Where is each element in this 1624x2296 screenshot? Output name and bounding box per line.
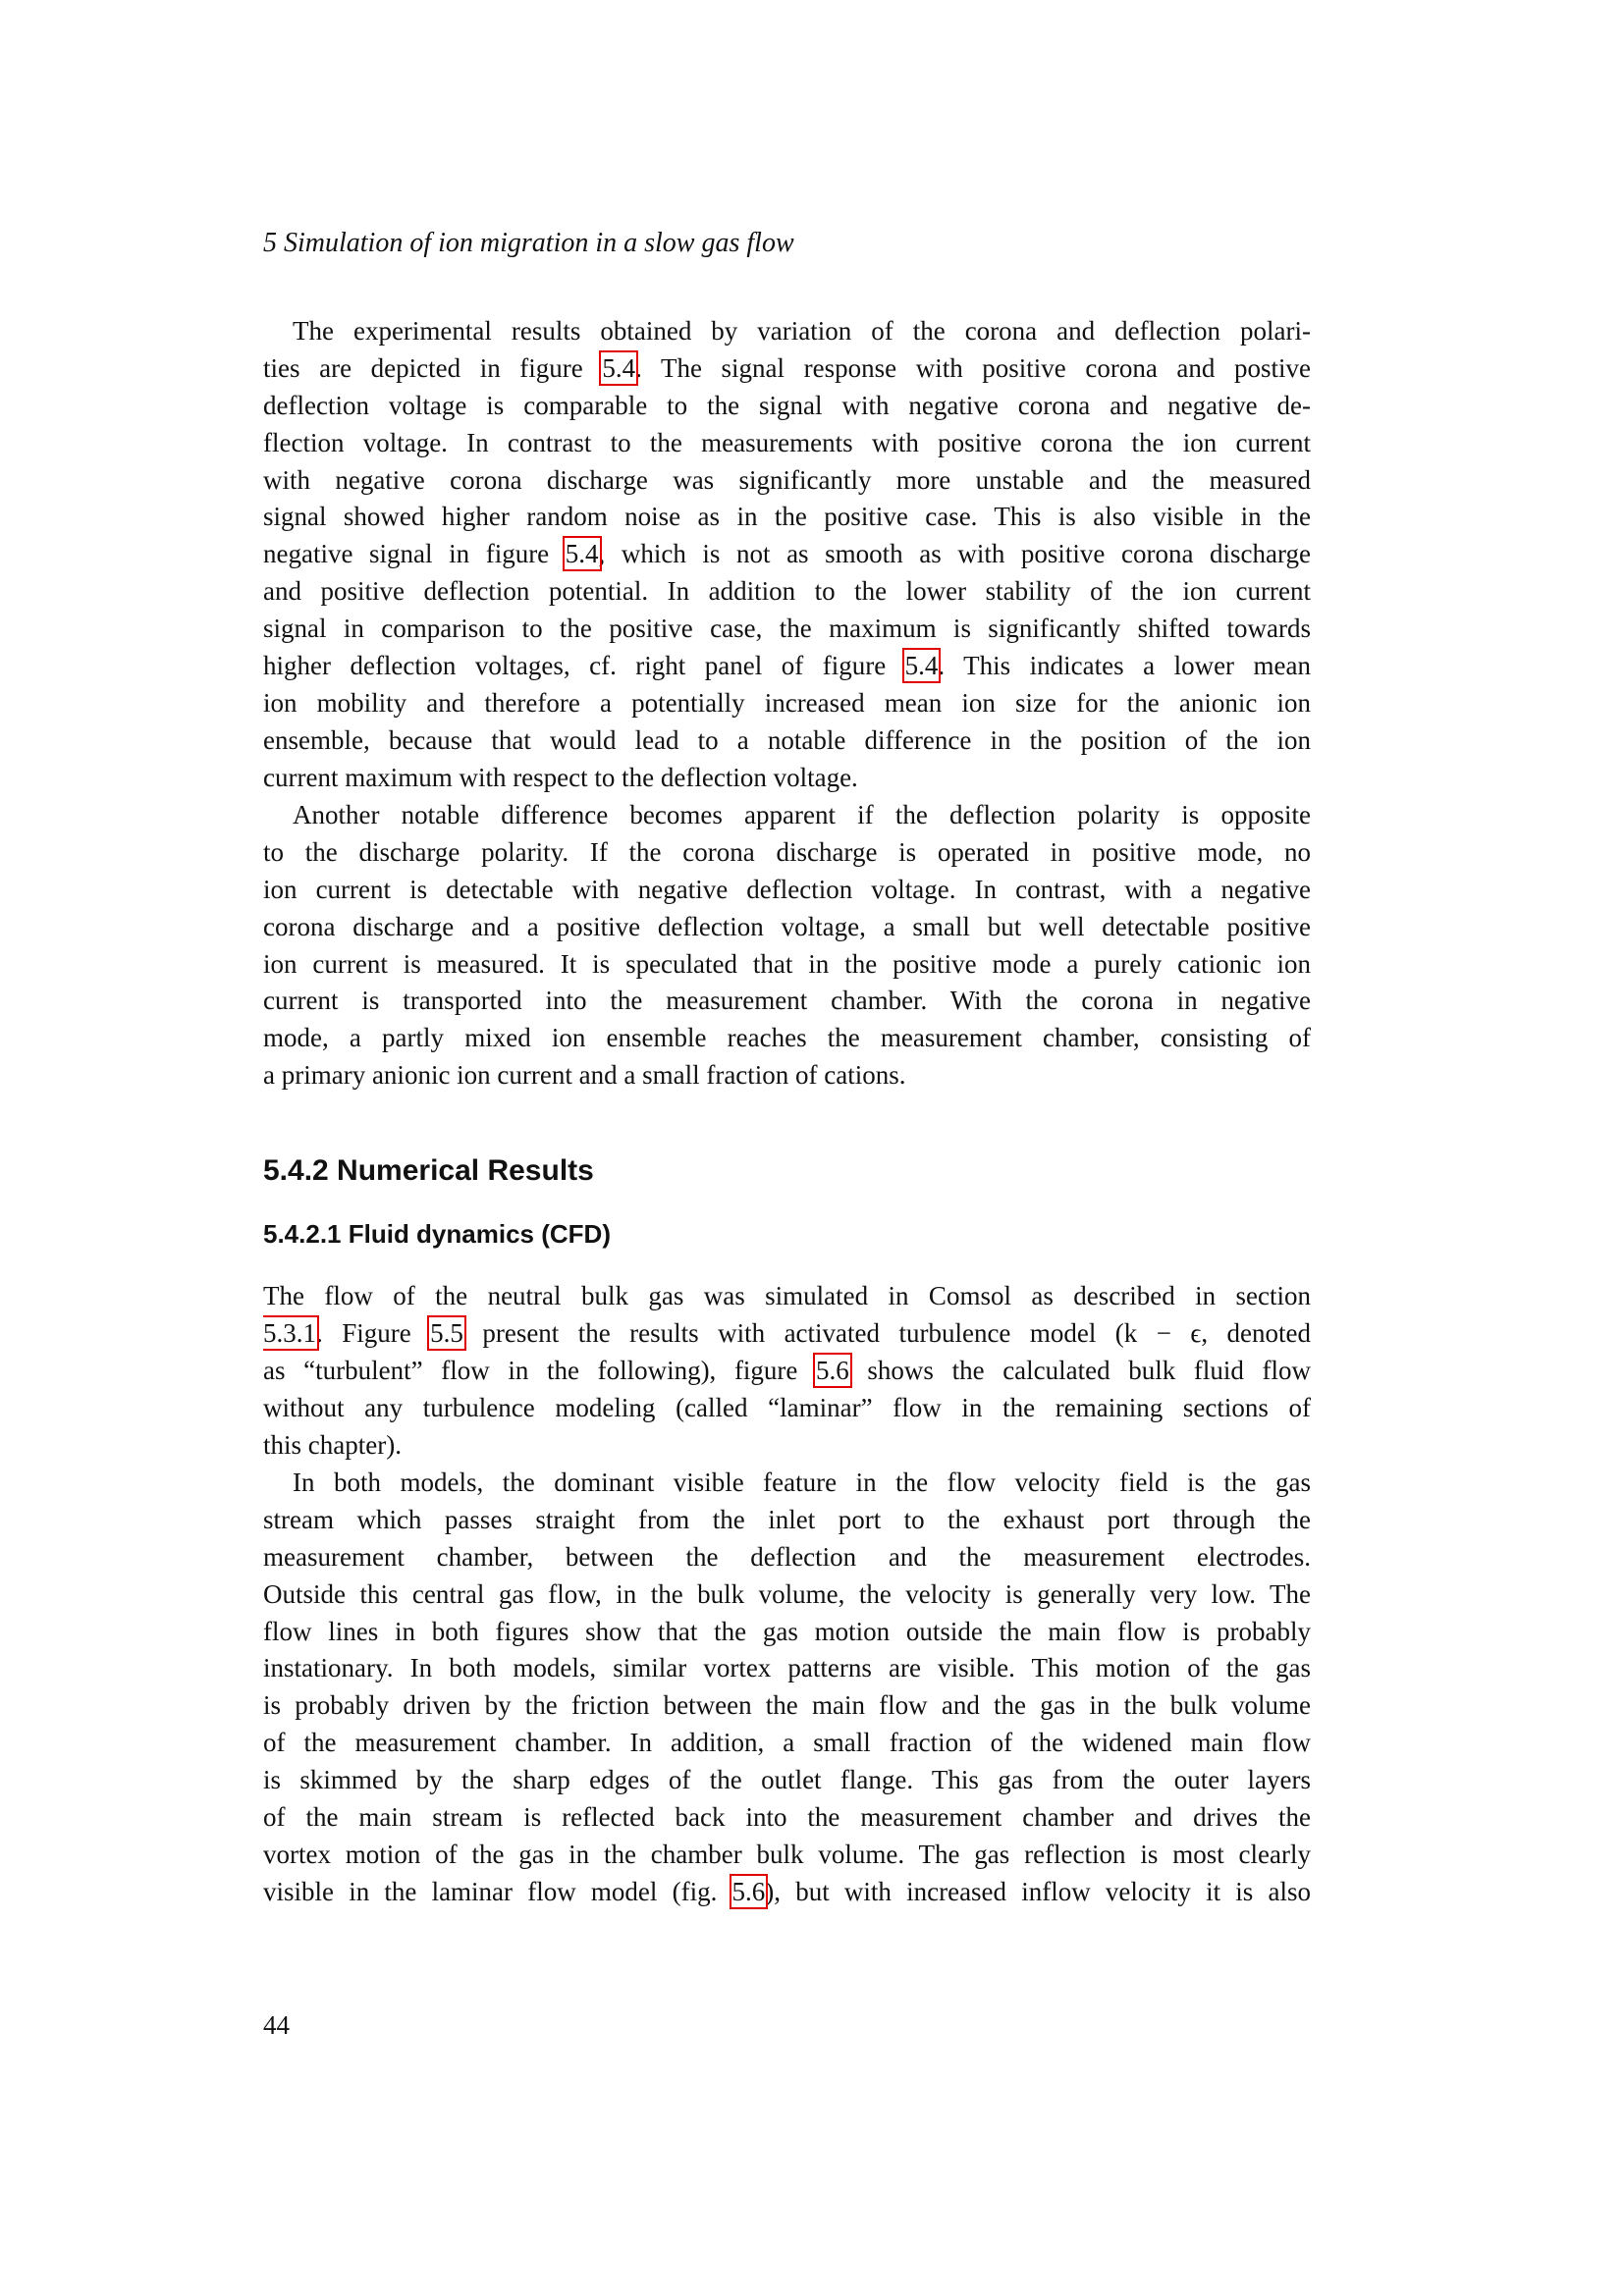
text-line bbox=[263, 872, 1311, 909]
paragraph bbox=[263, 1278, 1311, 1464]
text-segment: vortex motion of the gas in the chamber bulk volume. The gas reflection is most clearly bbox=[263, 1839, 1311, 1869]
cross-reference-link[interactable]: 5.4 bbox=[904, 651, 939, 681]
text-segment: mode, a partly mixed ion ensemble reaches the measurement chamber, consisting of bbox=[263, 1023, 1311, 1053]
running-header: 5 Simulation of ion migration in a slow gas flow bbox=[263, 228, 794, 258]
text-segment: ensemble, because that would lead to a notable difference in the position of the ion bbox=[263, 724, 1311, 755]
text-line bbox=[263, 946, 1311, 984]
text-segment: is probably driven by the friction between the main flow and the gas in the bulk volume bbox=[263, 1690, 1311, 1721]
text-segment: this chapter). bbox=[263, 1429, 402, 1460]
text-line bbox=[263, 1502, 1311, 1539]
text-segment: ), but with increased inflow velocity it is also bbox=[765, 1876, 1311, 1906]
paragraph bbox=[263, 1465, 1311, 1911]
text-line bbox=[263, 611, 1311, 648]
text-line bbox=[263, 462, 1311, 500]
text-line bbox=[263, 1614, 1311, 1651]
text-line bbox=[263, 499, 1311, 536]
text-line bbox=[263, 1278, 1311, 1315]
text-line bbox=[263, 1874, 1311, 1911]
text-segment: The flow of the neutral bulk gas was simulated in Comsol as described in section bbox=[263, 1281, 1311, 1310]
text-segment: instationary. In both models, similar vortex patterns are visible. This motion of the gas bbox=[263, 1653, 1311, 1683]
text-segment: Outside this central gas flow, in the bulk volume, the velocity is generally very low. The bbox=[263, 1578, 1311, 1609]
text-line bbox=[263, 648, 1311, 685]
text-segment: signal in comparison to the positive case, the maximum is significantly shifted towards bbox=[263, 614, 1311, 644]
text-segment: with negative corona discharge was significantly more unstable and the measured bbox=[263, 464, 1311, 495]
text-segment: present the results with activated turbulence model (k − ϵ, denoted bbox=[462, 1317, 1311, 1348]
text-line bbox=[263, 313, 1311, 350]
text-line bbox=[263, 573, 1311, 611]
text-line bbox=[263, 909, 1311, 946]
text-line bbox=[263, 388, 1311, 425]
text-segment: signal showed higher random noise as in the positive case. This is also visible in the bbox=[263, 502, 1311, 532]
text-segment: without any turbulence modeling (called “laminar” flow in the remaining sections of bbox=[263, 1392, 1311, 1422]
text-line bbox=[263, 685, 1311, 722]
text-line bbox=[263, 834, 1311, 872]
text-segment: . Figure bbox=[316, 1317, 431, 1348]
text-segment: shows the calculated bulk fluid flow bbox=[848, 1355, 1311, 1385]
text-line bbox=[263, 1427, 1311, 1465]
text-segment: ties are depicted in figure bbox=[263, 352, 603, 383]
text-segment: In both models, the dominant visible feature in the flow velocity field is the gas bbox=[293, 1468, 1311, 1497]
text-segment: ion current is measured. It is speculated that in the positive mode a purely cationic ion bbox=[263, 948, 1311, 979]
text-line bbox=[263, 1799, 1311, 1837]
text-segment: . This indicates a lower mean bbox=[938, 651, 1311, 681]
text-segment: measurement chamber, between the deflection and the measurement electrodes. bbox=[263, 1541, 1311, 1572]
section-heading: 5.4.2 Numerical Results bbox=[263, 1154, 594, 1187]
text-line bbox=[263, 1315, 1311, 1353]
cross-reference-link[interactable]: 5.4 bbox=[602, 352, 636, 383]
text-segment: as “turbulent” flow in the following), figure bbox=[263, 1355, 817, 1385]
text-line bbox=[263, 1837, 1311, 1874]
cross-reference-link[interactable]: 5.3.1 bbox=[263, 1317, 316, 1348]
cross-reference-link[interactable]: 5.6 bbox=[731, 1876, 766, 1906]
text-segment: corona discharge and a positive deflection voltage, a small but well detectable positive bbox=[263, 911, 1311, 941]
text-segment: , which is not as smooth as with positive corona discharge bbox=[598, 539, 1311, 569]
text-line bbox=[263, 1465, 1311, 1502]
text-segment: a primary anionic ion current and a small fraction of cations. bbox=[263, 1060, 906, 1091]
text-segment: visible in the laminar flow model (fig. bbox=[263, 1876, 732, 1906]
text-line bbox=[263, 1576, 1311, 1614]
text-segment: is skimmed by the sharp edges of the outlet flange. This gas from the outer layers bbox=[263, 1765, 1311, 1795]
text-line bbox=[263, 1057, 1311, 1095]
cross-reference-link[interactable]: 5.6 bbox=[816, 1355, 849, 1385]
text-line bbox=[263, 425, 1311, 462]
text-line bbox=[263, 1687, 1311, 1725]
cross-reference-link[interactable]: 5.5 bbox=[430, 1317, 463, 1348]
text-line bbox=[263, 1539, 1311, 1576]
text-line bbox=[263, 797, 1311, 834]
text-line bbox=[263, 760, 1311, 797]
text-segment: of the measurement chamber. In addition, a small fraction of the widened main flow bbox=[263, 1728, 1311, 1758]
paragraph bbox=[263, 797, 1311, 1095]
text-segment: deflection voltage is comparable to the signal with negative corona and negative de- bbox=[263, 390, 1311, 420]
text-line bbox=[263, 1353, 1311, 1390]
text-line bbox=[263, 1390, 1311, 1427]
cross-reference-link[interactable]: 5.4 bbox=[565, 539, 599, 569]
text-segment: The experimental results obtained by variation of the corona and deflection polari- bbox=[293, 316, 1311, 346]
text-segment: flection voltage. In contrast to the measurements with positive corona the ion current bbox=[263, 427, 1311, 457]
text-segment: current maximum with respect to the deflection voltage. bbox=[263, 762, 858, 792]
text-line bbox=[263, 1020, 1311, 1057]
text-segment: . The signal response with positive corona and postive bbox=[635, 352, 1311, 383]
text-segment: higher deflection voltages, cf. right panel of figure bbox=[263, 651, 905, 681]
text-line bbox=[263, 983, 1311, 1020]
subsection-heading: 5.4.2.1 Fluid dynamics (CFD) bbox=[263, 1219, 611, 1249]
text-segment: to the discharge polarity. If the corona discharge is operated in positive mode, no bbox=[263, 836, 1311, 867]
text-line bbox=[263, 350, 1311, 388]
text-line bbox=[263, 1725, 1311, 1762]
text-segment: and positive deflection potential. In addition to the lower stability of the ion current bbox=[263, 576, 1311, 607]
text-line bbox=[263, 536, 1311, 573]
text-segment: flow lines in both figures show that the gas motion outside the main flow is probably bbox=[263, 1616, 1311, 1646]
text-line bbox=[263, 1762, 1311, 1799]
text-segment: of the main stream is reflected back into the measurement chamber and drives the bbox=[263, 1802, 1311, 1833]
text-segment: ion current is detectable with negative deflection voltage. In contrast, with a negative bbox=[263, 874, 1311, 904]
paragraph bbox=[263, 313, 1311, 797]
text-segment: current is transported into the measurement chamber. With the corona in negative bbox=[263, 986, 1311, 1016]
text-segment: ion mobility and therefore a potentially increased mean ion size for the anionic ion bbox=[263, 687, 1311, 718]
text-segment: negative signal in figure bbox=[263, 539, 566, 569]
text-segment: Another notable difference becomes apparent if the deflection polarity is opposite bbox=[293, 800, 1311, 829]
page-number: 44 bbox=[263, 2010, 290, 2040]
text-segment: stream which passes straight from the inlet port to the exhaust port through the bbox=[263, 1504, 1311, 1534]
text-line bbox=[263, 722, 1311, 760]
text-line bbox=[263, 1650, 1311, 1687]
